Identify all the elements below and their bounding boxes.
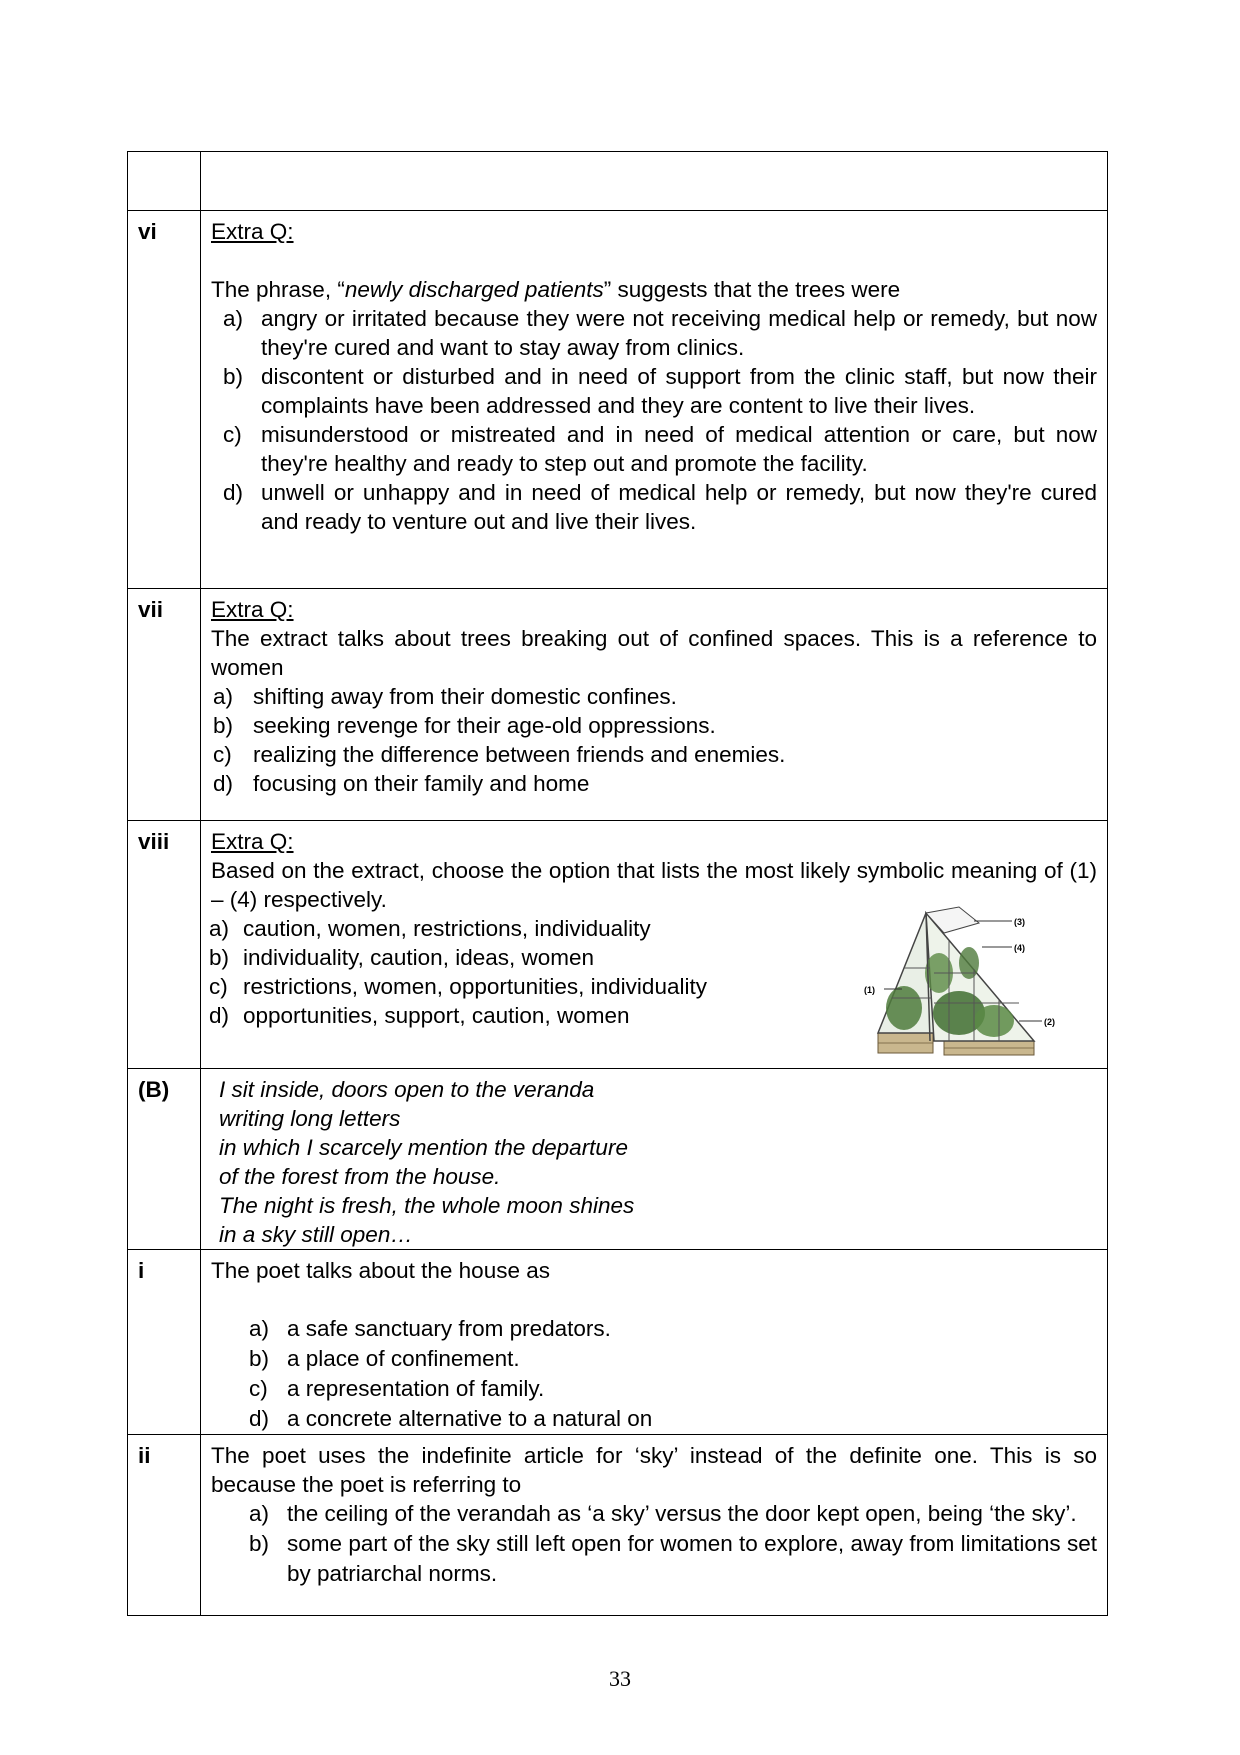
table-row-vii bbox=[128, 589, 1108, 821]
row-number: ii bbox=[128, 1435, 201, 1616]
option-d: d) unwell or unhappy and in need of medical help or remedy, but now they're cured and ready to venture out and live their lives. bbox=[223, 480, 1097, 534]
option-c: c) restrictions, women, opportunities, individuality bbox=[209, 974, 707, 999]
page-number: 33 bbox=[609, 1666, 631, 1691]
row-number: (B) bbox=[128, 1069, 201, 1250]
row-body-cell bbox=[201, 152, 1108, 211]
row-number: viii bbox=[128, 821, 201, 1069]
option-d: d) focusing on their family and home bbox=[213, 771, 590, 796]
option-a: a) caution, women, restrictions, individuality bbox=[209, 916, 651, 941]
option-c: c) misunderstood or mistreated and in need of medical attention or care, but now they're healthy and ready to step out and promote the facility. bbox=[223, 422, 1097, 476]
question-vii bbox=[201, 589, 1108, 821]
table-row-ii bbox=[128, 1435, 1108, 1616]
poem-line: in which I scarcely mention the departure bbox=[219, 1135, 628, 1160]
option-c: c) realizing the difference between friends and enemies. bbox=[213, 742, 786, 767]
question-i bbox=[201, 1250, 1108, 1435]
row-number: i bbox=[128, 1250, 201, 1435]
row-number: vii bbox=[128, 589, 201, 821]
greenhouse-drawing bbox=[864, 903, 1069, 1063]
option-b: b) some part of the sky still left open for women to explore, away from limitations set by patriarchal norms. bbox=[249, 1531, 1097, 1586]
option-a: a) a safe sanctuary from predators. bbox=[249, 1316, 611, 1341]
diagram-label-3: (3) bbox=[1014, 917, 1025, 927]
row-number-cell bbox=[128, 152, 201, 211]
options-list bbox=[211, 1499, 1097, 1589]
extra-q-heading: Extra Q: bbox=[211, 597, 294, 622]
options-list bbox=[211, 1314, 1097, 1434]
options-list bbox=[211, 304, 1097, 536]
option-b: b) a place of confinement. bbox=[249, 1346, 520, 1371]
row-number: vi bbox=[128, 211, 201, 589]
diagram-label-2: (2) bbox=[1044, 1017, 1055, 1027]
option-b: b) seeking revenge for their age-old oppressions. bbox=[213, 713, 716, 738]
option-b: b) discontent or disturbed and in need of support from the clinic staff, but now their complaints have been addressed and they are content to live their lives. bbox=[223, 364, 1097, 418]
question-stem: The poet talks about the house as bbox=[211, 1258, 550, 1283]
question-stem: Based on the extract, choose the option that lists the most likely symbolic meaning of (1) – (4) respectively. bbox=[211, 858, 1097, 912]
table-row-empty bbox=[128, 152, 1108, 211]
question-stem: The poet uses the indefinite article for ‘sky’ instead of the definite one. This is so because the poet is referring to bbox=[211, 1443, 1097, 1497]
question-vi bbox=[201, 211, 1108, 589]
option-a: a) shifting away from their domestic confines. bbox=[213, 684, 677, 709]
poem-lines bbox=[211, 1075, 1097, 1249]
greenhouse-illustration bbox=[864, 903, 1069, 1063]
option-d: d) opportunities, support, caution, women bbox=[209, 1003, 630, 1028]
diagram-label-4: (4) bbox=[1014, 943, 1025, 953]
poem-line: writing long letters bbox=[219, 1106, 401, 1131]
table-row-viii bbox=[128, 821, 1108, 1069]
table-row-vi bbox=[128, 211, 1108, 589]
options-list bbox=[211, 682, 1097, 798]
option-b: b) individuality, caution, ideas, women bbox=[209, 945, 595, 970]
question-ii bbox=[201, 1435, 1108, 1616]
poem-line: in a sky still open… bbox=[219, 1222, 413, 1247]
option-a: a) angry or irritated because they were not receiving medical help or remedy, but now they're cured and want to stay away from clinics. bbox=[223, 306, 1097, 360]
extra-q-heading: Extra Q: bbox=[211, 219, 294, 244]
question-stem: The phrase, “newly discharged patients” suggests that the trees were bbox=[211, 277, 901, 302]
poem-line: I sit inside, doors open to the veranda bbox=[219, 1077, 595, 1102]
question-viii bbox=[201, 821, 1108, 1069]
diagram-label-1: (1) bbox=[864, 985, 875, 995]
table-row-B bbox=[128, 1069, 1108, 1250]
option-a: a) the ceiling of the verandah as ‘a sky’ versus the door kept open, being ‘the sky’. bbox=[249, 1501, 1077, 1526]
question-stem: The extract talks about trees breaking out of confined spaces. This is a reference to women bbox=[211, 626, 1097, 680]
option-d: d) a concrete alternative to a natural on bbox=[249, 1406, 653, 1431]
poem-line: of the forest from the house. bbox=[219, 1164, 501, 1189]
table-row-i bbox=[128, 1250, 1108, 1435]
poem-extract bbox=[201, 1069, 1108, 1250]
extra-q-heading: Extra Q: bbox=[211, 829, 294, 854]
italic-phrase: newly discharged patients bbox=[344, 277, 604, 302]
option-c: c) a representation of family. bbox=[249, 1376, 545, 1401]
poem-line: The night is fresh, the whole moon shines bbox=[219, 1193, 635, 1218]
question-table bbox=[127, 151, 1108, 1616]
